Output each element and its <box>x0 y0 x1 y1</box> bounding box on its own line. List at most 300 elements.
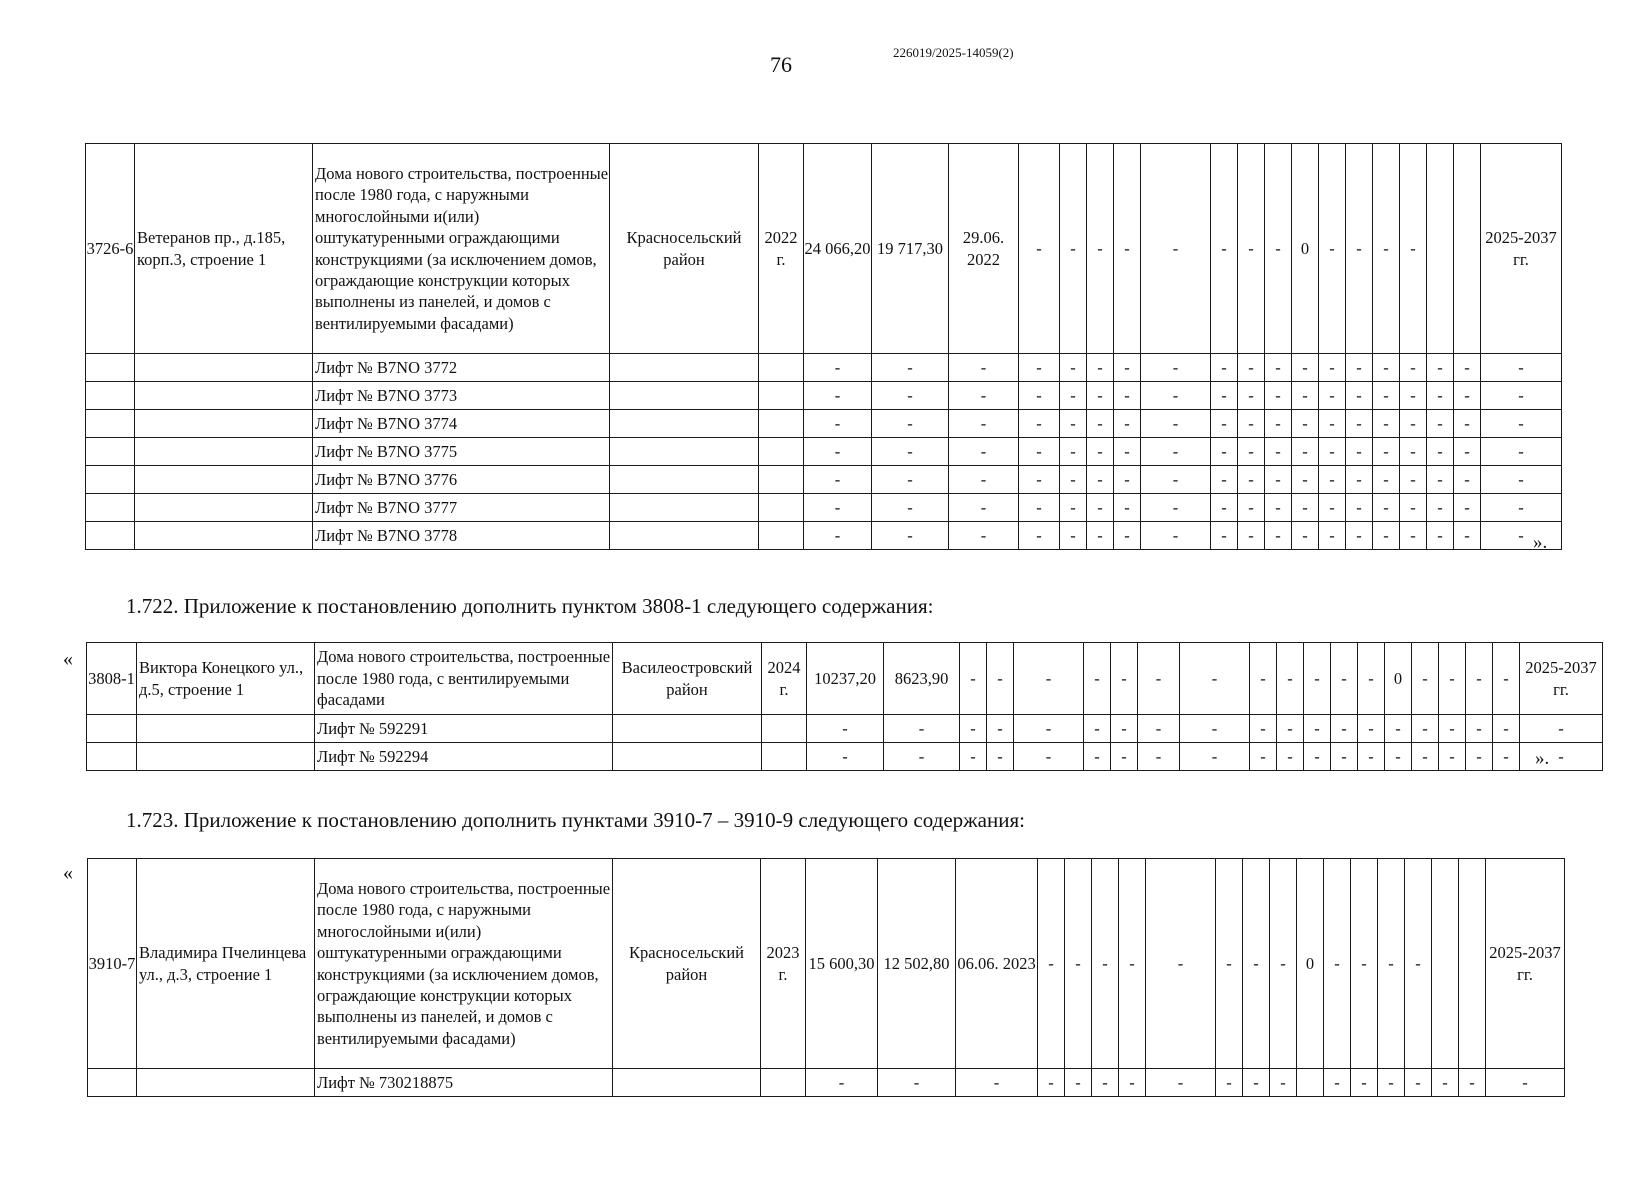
dash-cell: - <box>1014 715 1084 743</box>
dash-cell: - <box>949 438 1019 466</box>
dash-cell: - <box>987 715 1014 743</box>
dash-cell: - <box>1454 438 1481 466</box>
address-cell: Владимира Пчелинцева ул., д.3, строение 1 <box>137 859 315 1069</box>
dash-cell: - <box>1014 743 1084 771</box>
value-cell: - <box>1412 643 1439 715</box>
dash-cell: - <box>1180 715 1250 743</box>
dash-cell: - <box>1400 354 1427 382</box>
dash-cell: - <box>1324 1069 1351 1097</box>
dash-cell: - <box>1432 1069 1459 1097</box>
dash-cell: - <box>949 522 1019 550</box>
dash-cell: - <box>1520 743 1603 771</box>
building-type-cell: Дома нового строительства, построенные после 1980 года, с вентилируемыми фасадами <box>315 643 613 715</box>
opening-quote: « <box>63 862 73 884</box>
value-cell: - <box>960 643 987 715</box>
district-cell: Красносельский район <box>610 144 759 354</box>
empty-cell <box>610 410 759 438</box>
value-cell: - <box>1405 859 1432 1069</box>
register-table-3910-7 <box>87 858 1565 1097</box>
empty-cell <box>759 494 804 522</box>
dash-cell: - <box>872 438 949 466</box>
dash-cell: - <box>1114 382 1141 410</box>
dash-cell: - <box>1481 494 1562 522</box>
dash-cell: - <box>872 382 949 410</box>
item-number: 3726-6 <box>86 144 135 354</box>
register-table-3808-1 <box>86 642 1603 771</box>
lift-name-cell: Лифт № 592294 <box>315 743 613 771</box>
dash-cell: - <box>1346 382 1373 410</box>
period-cell: 2025-2037 гг. <box>1481 144 1562 354</box>
dash-cell: - <box>1346 466 1373 494</box>
dash-cell: - <box>1238 382 1265 410</box>
paragraph-1-723: 1.723. Приложение к постановлению дополнить пунктами 3910-7 – 3910-9 следующего содержания: <box>126 808 1025 832</box>
empty-cell <box>762 743 807 771</box>
dash-cell: - <box>1084 743 1111 771</box>
dash-cell: - <box>1412 715 1439 743</box>
dash-cell: - <box>960 715 987 743</box>
dash-cell: - <box>1481 438 1562 466</box>
dash-cell: - <box>1400 494 1427 522</box>
dash-cell: - <box>1373 410 1400 438</box>
lift-row <box>86 466 1562 494</box>
dash-cell: - <box>1400 438 1427 466</box>
item-number: 3808-1 <box>87 643 137 715</box>
value-cell: - <box>1270 859 1297 1069</box>
value-cell: - <box>1358 643 1385 715</box>
dash-cell: - <box>1141 494 1211 522</box>
district-cell: Василеостровский район <box>613 643 762 715</box>
dash-cell: - <box>1373 438 1400 466</box>
lift-row <box>86 354 1562 382</box>
value-cell: - <box>1092 859 1119 1069</box>
empty-cell <box>610 522 759 550</box>
dash-cell: - <box>1346 438 1373 466</box>
dash-cell: - <box>949 466 1019 494</box>
lift-name-cell: Лифт № 592291 <box>315 715 613 743</box>
dash-cell: - <box>1319 354 1346 382</box>
value-cell: - <box>1038 859 1065 1069</box>
dash-cell: - <box>1060 382 1087 410</box>
empty-cell <box>610 382 759 410</box>
dash-cell: - <box>1211 494 1238 522</box>
empty-cell <box>135 438 313 466</box>
dash-cell: - <box>1114 522 1141 550</box>
dash-cell: - <box>1319 466 1346 494</box>
living-area-cell: 12 502,80 <box>878 859 956 1069</box>
dash-cell: - <box>1250 743 1277 771</box>
dash-cell: - <box>1211 382 1238 410</box>
lift-row <box>86 382 1562 410</box>
dash-cell: - <box>1250 715 1277 743</box>
total-area-cell: 24 066,20 <box>804 144 872 354</box>
period-cell: 2025-2037 гг. <box>1520 643 1603 715</box>
value-cell: - <box>1466 643 1493 715</box>
dash-cell: - <box>804 438 872 466</box>
dash-cell: - <box>1481 382 1562 410</box>
value-cell: - <box>1351 859 1378 1069</box>
value-cell: 0 <box>1297 859 1324 1069</box>
lift-row <box>86 410 1562 438</box>
dash-cell: - <box>1019 466 1060 494</box>
lift-name-cell: Лифт № B7NO 3772 <box>313 354 610 382</box>
living-area-cell: 8623,90 <box>884 643 960 715</box>
dash-cell: - <box>1141 354 1211 382</box>
dash-cell: - <box>1211 410 1238 438</box>
value-cell: 0 <box>1385 643 1412 715</box>
empty-cell <box>86 438 135 466</box>
dash-cell: - <box>1493 743 1520 771</box>
dash-cell: - <box>1373 466 1400 494</box>
value-cell: - <box>1304 643 1331 715</box>
dash-cell: - <box>1019 438 1060 466</box>
dash-cell: - <box>1138 743 1180 771</box>
empty-cell <box>613 743 762 771</box>
dash-cell: - <box>1087 466 1114 494</box>
table-row <box>87 643 1603 715</box>
dash-cell: - <box>1520 715 1603 743</box>
dash-cell: - <box>1087 382 1114 410</box>
empty-cell <box>137 743 315 771</box>
empty-cell <box>759 382 804 410</box>
dash-cell: - <box>878 1069 956 1097</box>
value-cell: - <box>1014 643 1084 715</box>
dash-cell: - <box>1319 410 1346 438</box>
dash-cell: - <box>872 494 949 522</box>
dash-cell: - <box>804 466 872 494</box>
dash-cell: - <box>1454 494 1481 522</box>
value-cell: - <box>1243 859 1270 1069</box>
dash-cell: - <box>1427 354 1454 382</box>
dash-cell: - <box>1087 522 1114 550</box>
empty-cell <box>610 354 759 382</box>
empty-cell <box>86 522 135 550</box>
dash-cell: - <box>1427 522 1454 550</box>
dash-cell: - <box>1319 522 1346 550</box>
building-type-cell: Дома нового строительства, построенные после 1980 года, с наружными многослойными и(или) оштукатуренными ограждающими конструкциями (за исключением домов, ограждающие конструкции которых выполнены из панелей, и домов с вентилируемыми фасадами) <box>315 859 613 1069</box>
dash-cell: - <box>1265 382 1292 410</box>
empty-cell <box>86 466 135 494</box>
dash-cell: - <box>1238 354 1265 382</box>
empty-cell <box>1432 859 1459 1069</box>
dash-cell: - <box>884 715 960 743</box>
empty-cell <box>135 410 313 438</box>
year-cell: 2024 г. <box>762 643 807 715</box>
dash-cell: - <box>1265 522 1292 550</box>
empty-cell <box>613 715 762 743</box>
empty-cell <box>86 494 135 522</box>
empty-cell <box>86 382 135 410</box>
dash-cell: - <box>884 743 960 771</box>
empty-cell <box>759 410 804 438</box>
value-cell: - <box>1439 643 1466 715</box>
value-cell: - <box>1319 144 1346 354</box>
dash-cell: - <box>1346 410 1373 438</box>
dash-cell: - <box>1304 743 1331 771</box>
year-cell: 2023 г. <box>761 859 806 1069</box>
dash-cell: - <box>1238 466 1265 494</box>
dash-cell: - <box>1087 438 1114 466</box>
value-cell: - <box>987 643 1014 715</box>
value-cell: - <box>1019 144 1060 354</box>
dash-cell: - <box>807 743 884 771</box>
dash-cell: - <box>1084 715 1111 743</box>
empty-cell <box>759 466 804 494</box>
dash-cell: - <box>1292 522 1319 550</box>
closing-quote: ». <box>1535 748 1550 769</box>
empty-cell <box>135 354 313 382</box>
total-area-cell: 15 600,30 <box>806 859 878 1069</box>
dash-cell: - <box>949 354 1019 382</box>
value-cell: - <box>1216 859 1243 1069</box>
dash-cell: - <box>1319 438 1346 466</box>
dash-cell: - <box>1292 354 1319 382</box>
dash-cell: - <box>872 410 949 438</box>
dash-cell: - <box>1019 494 1060 522</box>
dash-cell: - <box>1141 382 1211 410</box>
empty-cell <box>1454 144 1481 354</box>
dash-cell: - <box>1454 410 1481 438</box>
dash-cell: - <box>949 410 1019 438</box>
dash-cell: - <box>960 743 987 771</box>
lift-name-cell: Лифт № B7NO 3776 <box>313 466 610 494</box>
lift-row <box>88 1069 1565 1097</box>
date-cell: 06.06. 2023 <box>956 859 1038 1069</box>
lift-name-cell: Лифт № B7NO 3775 <box>313 438 610 466</box>
lift-name-cell: Лифт № 730218875 <box>315 1069 613 1097</box>
dash-cell: - <box>872 466 949 494</box>
dash-cell: - <box>1466 715 1493 743</box>
dash-cell: - <box>1331 743 1358 771</box>
dash-cell: - <box>1087 410 1114 438</box>
dash-cell: - <box>956 1069 1038 1097</box>
value-cell: - <box>1111 643 1138 715</box>
year-cell: 2022 г. <box>759 144 804 354</box>
dash-cell: - <box>949 494 1019 522</box>
building-type-cell: Дома нового строительства, построенные после 1980 года, с наружными многослойными и(или) оштукатуренными ограждающими конструкциями (за исключением домов, ограждающие конструкции которых выполнены из панелей, и домов с вентилируемыми фасадами) <box>313 144 610 354</box>
lift-row <box>86 494 1562 522</box>
dash-cell: - <box>1439 743 1466 771</box>
dash-cell: - <box>1454 382 1481 410</box>
dash-cell: - <box>1385 715 1412 743</box>
dash-cell: - <box>1385 743 1412 771</box>
dash-cell: - <box>1427 466 1454 494</box>
value-cell: - <box>1141 144 1211 354</box>
total-area-cell: 10237,20 <box>807 643 884 715</box>
value-cell: - <box>1373 144 1400 354</box>
empty-cell <box>761 1069 806 1097</box>
empty-cell <box>610 494 759 522</box>
dash-cell: - <box>1346 494 1373 522</box>
dash-cell: - <box>804 410 872 438</box>
district-cell: Красносельский район <box>613 859 761 1069</box>
empty-cell <box>88 1069 137 1097</box>
value-cell: - <box>1060 144 1087 354</box>
dash-cell: - <box>1019 382 1060 410</box>
value-cell: 0 <box>1292 144 1319 354</box>
value-cell: - <box>1265 144 1292 354</box>
dash-cell: - <box>1216 1069 1243 1097</box>
dash-cell: - <box>1493 715 1520 743</box>
dash-cell: - <box>1277 715 1304 743</box>
dash-cell: - <box>1087 494 1114 522</box>
dash-cell: - <box>1331 715 1358 743</box>
dash-cell: - <box>1270 1069 1297 1097</box>
dash-cell: - <box>1373 354 1400 382</box>
dash-cell: - <box>1400 522 1427 550</box>
table-row <box>88 859 1565 1069</box>
opening-quote: « <box>63 648 73 670</box>
dash-cell: - <box>1358 743 1385 771</box>
dash-cell: - <box>1427 382 1454 410</box>
empty-cell <box>86 410 135 438</box>
dash-cell: - <box>1114 354 1141 382</box>
dash-cell: - <box>1265 354 1292 382</box>
dash-cell: - <box>807 715 884 743</box>
dash-cell: - <box>949 382 1019 410</box>
dash-cell: - <box>1292 410 1319 438</box>
lift-row <box>86 522 1562 550</box>
dash-cell: - <box>1459 1069 1486 1097</box>
value-cell: - <box>1087 144 1114 354</box>
dash-cell: - <box>1319 494 1346 522</box>
dash-cell: - <box>1466 743 1493 771</box>
dash-cell: - <box>804 382 872 410</box>
dash-cell: - <box>1292 494 1319 522</box>
value-cell: - <box>1211 144 1238 354</box>
dash-cell: - <box>1060 494 1087 522</box>
empty-cell <box>86 354 135 382</box>
value-cell: - <box>1250 643 1277 715</box>
value-cell: - <box>1180 643 1250 715</box>
value-cell: - <box>1114 144 1141 354</box>
dash-cell: - <box>1065 1069 1092 1097</box>
dash-cell: - <box>1292 438 1319 466</box>
dash-cell: - <box>806 1069 878 1097</box>
empty-cell <box>137 715 315 743</box>
value-cell: - <box>1324 859 1351 1069</box>
dash-cell: - <box>1265 494 1292 522</box>
dash-cell: - <box>1412 743 1439 771</box>
dash-cell: - <box>1114 494 1141 522</box>
dash-cell: - <box>1265 438 1292 466</box>
paragraph-1-722: 1.722. Приложение к постановлению дополнить пунктом 3808-1 следующего содержания: <box>126 594 934 618</box>
dash-cell: - <box>1038 1069 1065 1097</box>
empty-cell <box>135 522 313 550</box>
address-cell: Ветеранов пр., д.185, корп.3, строение 1 <box>135 144 313 354</box>
dash-cell: - <box>1141 438 1211 466</box>
dash-cell: - <box>1454 354 1481 382</box>
dash-cell: - <box>1265 466 1292 494</box>
lift-name-cell: Лифт № B7NO 3774 <box>313 410 610 438</box>
dash-cell: - <box>1373 494 1400 522</box>
dash-cell: - <box>1351 1069 1378 1097</box>
dash-cell: - <box>1180 743 1250 771</box>
dash-cell: - <box>1019 410 1060 438</box>
dash-cell: - <box>1378 1069 1405 1097</box>
dash-cell: - <box>987 743 1014 771</box>
lift-row <box>86 438 1562 466</box>
lift-name-cell: Лифт № B7NO 3777 <box>313 494 610 522</box>
dash-cell: - <box>872 522 949 550</box>
dash-cell: - <box>1060 522 1087 550</box>
empty-cell <box>137 1069 315 1097</box>
dash-cell: - <box>1019 354 1060 382</box>
dash-cell: - <box>1346 522 1373 550</box>
dash-cell: - <box>1427 410 1454 438</box>
dash-cell: - <box>1486 1069 1565 1097</box>
dash-cell: - <box>872 354 949 382</box>
dash-cell: - <box>1292 382 1319 410</box>
dash-cell: - <box>1087 354 1114 382</box>
dash-cell: - <box>1141 522 1211 550</box>
dash-cell: - <box>1211 354 1238 382</box>
dash-cell: - <box>1060 438 1087 466</box>
dash-cell: - <box>1265 410 1292 438</box>
empty-cell <box>613 1069 761 1097</box>
empty-cell <box>1427 144 1454 354</box>
dash-cell: - <box>1304 715 1331 743</box>
dash-cell: - <box>1114 410 1141 438</box>
dash-cell: - <box>1019 522 1060 550</box>
dash-cell: - <box>1238 438 1265 466</box>
address-cell: Виктора Конецкого ул., д.5, строение 1 <box>137 643 315 715</box>
value-cell: - <box>1084 643 1111 715</box>
dash-cell: - <box>1111 743 1138 771</box>
empty-cell <box>135 382 313 410</box>
value-cell: - <box>1331 643 1358 715</box>
dash-cell: - <box>1292 466 1319 494</box>
empty-cell <box>762 715 807 743</box>
dash-cell: - <box>1319 382 1346 410</box>
table-row <box>86 144 1562 354</box>
empty-cell <box>1459 859 1486 1069</box>
empty-cell <box>135 466 313 494</box>
dash-cell: - <box>1481 522 1562 550</box>
living-area-cell: 19 717,30 <box>872 144 949 354</box>
dash-cell: - <box>1238 410 1265 438</box>
date-cell: 29.06. 2022 <box>949 144 1019 354</box>
dash-cell: - <box>1454 522 1481 550</box>
value-cell: - <box>1493 643 1520 715</box>
value-cell: - <box>1119 859 1146 1069</box>
dash-cell: - <box>1427 438 1454 466</box>
dash-cell: - <box>1211 466 1238 494</box>
dash-cell: - <box>1481 354 1562 382</box>
closing-quote: ». <box>1533 532 1548 553</box>
dash-cell: - <box>1141 410 1211 438</box>
register-table-3726-6 <box>85 143 1562 550</box>
dash-cell: - <box>1358 715 1385 743</box>
empty-cell <box>759 438 804 466</box>
dash-cell: - <box>1211 438 1238 466</box>
lift-name-cell: Лифт № B7NO 3773 <box>313 382 610 410</box>
empty-cell <box>87 715 137 743</box>
dash-cell: - <box>1211 522 1238 550</box>
dash-cell: - <box>1243 1069 1270 1097</box>
dash-cell: - <box>1092 1069 1119 1097</box>
dash-cell: - <box>804 354 872 382</box>
period-cell: 2025-2037 гг. <box>1486 859 1565 1069</box>
empty-cell <box>759 522 804 550</box>
value-cell: - <box>1400 144 1427 354</box>
dash-cell: - <box>1400 410 1427 438</box>
dash-cell: - <box>1060 354 1087 382</box>
dash-cell: - <box>1373 522 1400 550</box>
value-cell: - <box>1138 643 1180 715</box>
dash-cell: - <box>1277 743 1304 771</box>
empty-cell <box>135 494 313 522</box>
empty-cell <box>1297 1069 1324 1097</box>
